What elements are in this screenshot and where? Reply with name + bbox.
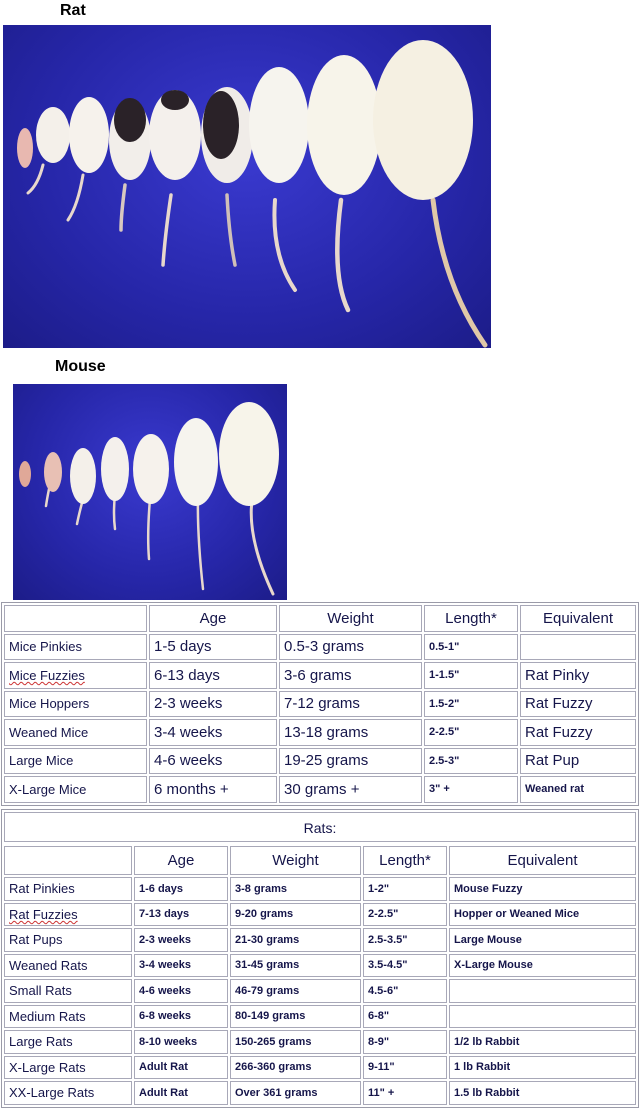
equivalent-cell: X-Large Mouse bbox=[449, 954, 636, 978]
weight-cell: 266-360 grams bbox=[230, 1056, 361, 1080]
weight-cell: 7-12 grams bbox=[279, 691, 422, 718]
equivalent-cell bbox=[520, 634, 636, 661]
row-label: Small Rats bbox=[4, 979, 132, 1003]
table-row bbox=[4, 928, 636, 952]
rats-table bbox=[1, 809, 639, 1108]
weight-cell: 13-18 grams bbox=[279, 719, 422, 746]
equivalent-cell: 1.5 lb Rabbit bbox=[449, 1081, 636, 1105]
age-cell: 1-6 days bbox=[134, 877, 228, 901]
weight-cell: 46-79 grams bbox=[230, 979, 361, 1003]
rats-table-title: Rats: bbox=[4, 812, 636, 842]
weight-cell: 150-265 grams bbox=[230, 1030, 361, 1054]
header-cell: Age bbox=[149, 605, 277, 632]
table-header-row bbox=[4, 846, 636, 875]
row-label: Rat Pups bbox=[4, 928, 132, 952]
header-cell bbox=[4, 846, 132, 875]
equivalent-cell: 1 lb Rabbit bbox=[449, 1056, 636, 1080]
rat-caption: Rat bbox=[60, 2, 86, 19]
table-row bbox=[4, 903, 636, 927]
table-row bbox=[4, 776, 636, 803]
age-cell: 3-4 weeks bbox=[134, 954, 228, 978]
header-cell: Equivalent bbox=[520, 605, 636, 632]
age-cell: 6-13 days bbox=[149, 662, 277, 689]
length-cell: 11" + bbox=[363, 1081, 447, 1105]
equivalent-cell: Weaned rat bbox=[520, 776, 636, 803]
weight-cell: 3-6 grams bbox=[279, 662, 422, 689]
equivalent-cell: Hopper or Weaned Mice bbox=[449, 903, 636, 927]
length-cell: 2-2.5" bbox=[363, 903, 447, 927]
table-row bbox=[4, 719, 636, 746]
table-header-row bbox=[4, 605, 636, 632]
row-label: XX-Large Rats bbox=[4, 1081, 132, 1105]
weight-cell: 21-30 grams bbox=[230, 928, 361, 952]
table-row bbox=[4, 634, 636, 661]
table-row bbox=[4, 954, 636, 978]
weight-cell: 0.5-3 grams bbox=[279, 634, 422, 661]
row-label: Mice Pinkies bbox=[4, 634, 147, 661]
length-cell: 4.5-6" bbox=[363, 979, 447, 1003]
header-cell: Age bbox=[134, 846, 228, 875]
equivalent-cell: Mouse Fuzzy bbox=[449, 877, 636, 901]
header-cell: Weight bbox=[279, 605, 422, 632]
age-cell: 3-4 weeks bbox=[149, 719, 277, 746]
row-label: Rat Pinkies bbox=[4, 877, 132, 901]
length-cell: 1-1.5" bbox=[424, 662, 518, 689]
row-label: Large Mice bbox=[4, 748, 147, 775]
row-label: Medium Rats bbox=[4, 1005, 132, 1029]
table-row bbox=[4, 1030, 636, 1054]
row-label-text: Mice Fuzzies bbox=[9, 667, 85, 683]
table-row bbox=[4, 979, 636, 1003]
header-cell: Length* bbox=[424, 605, 518, 632]
row-label bbox=[4, 903, 132, 927]
table-row bbox=[4, 1056, 636, 1080]
header-cell: Equivalent bbox=[449, 846, 636, 875]
rat-size-photo bbox=[3, 25, 491, 348]
equivalent-cell bbox=[449, 979, 636, 1003]
weight-cell: 80-149 grams bbox=[230, 1005, 361, 1029]
row-label: Mice Hoppers bbox=[4, 691, 147, 718]
row-label-text: Rat Fuzzies bbox=[9, 906, 78, 922]
age-cell: Adult Rat bbox=[134, 1081, 228, 1105]
age-cell: 6 months + bbox=[149, 776, 277, 803]
row-label: X-Large Mice bbox=[4, 776, 147, 803]
age-cell: Adult Rat bbox=[134, 1056, 228, 1080]
age-cell: 4-6 weeks bbox=[149, 748, 277, 775]
equivalent-cell bbox=[449, 1005, 636, 1029]
mouse-caption: Mouse bbox=[55, 358, 106, 375]
table-row bbox=[4, 748, 636, 775]
mouse-size-photo bbox=[13, 384, 287, 600]
length-cell: 6-8" bbox=[363, 1005, 447, 1029]
equivalent-cell: Large Mouse bbox=[449, 928, 636, 952]
equivalent-cell: 1/2 lb Rabbit bbox=[449, 1030, 636, 1054]
weight-cell: 19-25 grams bbox=[279, 748, 422, 775]
weight-cell: 31-45 grams bbox=[230, 954, 361, 978]
length-cell: 3.5-4.5" bbox=[363, 954, 447, 978]
equivalent-cell: Rat Fuzzy bbox=[520, 719, 636, 746]
table-row bbox=[4, 877, 636, 901]
row-label: Weaned Mice bbox=[4, 719, 147, 746]
table-row bbox=[4, 1081, 636, 1105]
header-cell bbox=[4, 605, 147, 632]
length-cell: 2.5-3" bbox=[424, 748, 518, 775]
header-cell: Length* bbox=[363, 846, 447, 875]
length-cell: 2.5-3.5" bbox=[363, 928, 447, 952]
table-row bbox=[4, 662, 636, 689]
length-cell: 2-2.5" bbox=[424, 719, 518, 746]
weight-cell: 3-8 grams bbox=[230, 877, 361, 901]
table-row bbox=[4, 691, 636, 718]
row-label: Weaned Rats bbox=[4, 954, 132, 978]
age-cell: 1-5 days bbox=[149, 634, 277, 661]
weight-cell: Over 361 grams bbox=[230, 1081, 361, 1105]
length-cell: 1.5-2" bbox=[424, 691, 518, 718]
age-cell: 4-6 weeks bbox=[134, 979, 228, 1003]
row-label: Large Rats bbox=[4, 1030, 132, 1054]
age-cell: 7-13 days bbox=[134, 903, 228, 927]
weight-cell: 9-20 grams bbox=[230, 903, 361, 927]
length-cell: 8-9" bbox=[363, 1030, 447, 1054]
length-cell: 3" + bbox=[424, 776, 518, 803]
age-cell: 6-8 weeks bbox=[134, 1005, 228, 1029]
length-cell: 9-11" bbox=[363, 1056, 447, 1080]
age-cell: 2-3 weeks bbox=[134, 928, 228, 952]
mice-table bbox=[1, 602, 639, 806]
table-row bbox=[4, 1005, 636, 1029]
length-cell: 0.5-1" bbox=[424, 634, 518, 661]
equivalent-cell: Rat Pinky bbox=[520, 662, 636, 689]
equivalent-cell: Rat Fuzzy bbox=[520, 691, 636, 718]
age-cell: 8-10 weeks bbox=[134, 1030, 228, 1054]
age-cell: 2-3 weeks bbox=[149, 691, 277, 718]
weight-cell: 30 grams + bbox=[279, 776, 422, 803]
header-cell: Weight bbox=[230, 846, 361, 875]
equivalent-cell: Rat Pup bbox=[520, 748, 636, 775]
row-label bbox=[4, 662, 147, 689]
row-label: X-Large Rats bbox=[4, 1056, 132, 1080]
length-cell: 1-2" bbox=[363, 877, 447, 901]
